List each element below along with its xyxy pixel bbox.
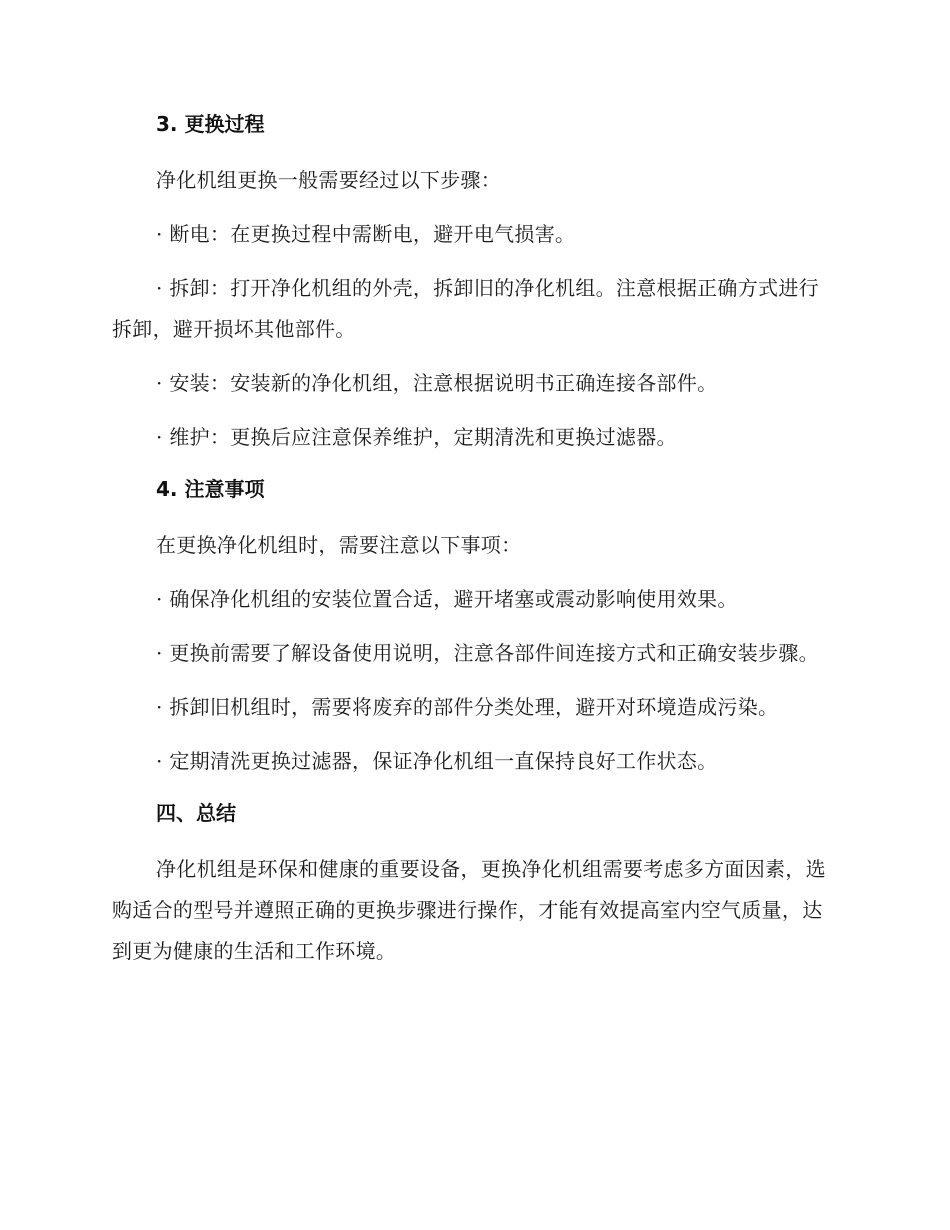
section-heading-summary: 四、总结	[156, 801, 236, 825]
section-heading-replacement-process: 3. 更换过程	[156, 112, 265, 136]
document-body	[112, 106, 838, 985]
list-item: · 拆卸旧机组时，需要将废弃的部件分类处理，避开对环境造成污染。	[156, 695, 779, 719]
list-item: · 确保净化机组的安装位置合适，避开堵塞或震动影响使用效果。	[156, 587, 738, 611]
list-item-disassembly: · 拆卸：打开净化机组的外壳，拆卸旧的净化机组。注意根据正确方式进行拆卸，避开损坏其他部件。	[112, 276, 819, 341]
list-item-installation: · 安装：安装新的净化机组，注意根据说明书正确连接各部件。	[156, 371, 718, 395]
list-item: · 定期清洗更换过滤器，保证净化机组一直保持良好工作状态。	[156, 749, 718, 773]
section-intro: 在更换净化机组时，需要注意以下事项：	[156, 533, 522, 557]
list-item-power-off: · 断电：在更换过程中需断电，避开电气损害。	[156, 222, 576, 246]
list-item: · 更换前需要了解设备使用说明，注意各部件间连接方式和正确安装步骤。	[156, 641, 819, 665]
section-heading-precautions: 4. 注意事项	[156, 477, 265, 501]
summary-paragraph: 净化机组是环保和健康的重要设备，更换净化机组需要考虑多方面因素，选购适合的型号并遵照正确的更换步骤进行操作，才能有效提高室内空气质量，达到更为健康的生活和工作环境。	[112, 857, 826, 963]
list-item-maintenance: · 维护：更换后应注意保养维护，定期清洗和更换过滤器。	[156, 425, 677, 449]
section-intro: 净化机组更换一般需要经过以下步骤：	[156, 168, 502, 192]
